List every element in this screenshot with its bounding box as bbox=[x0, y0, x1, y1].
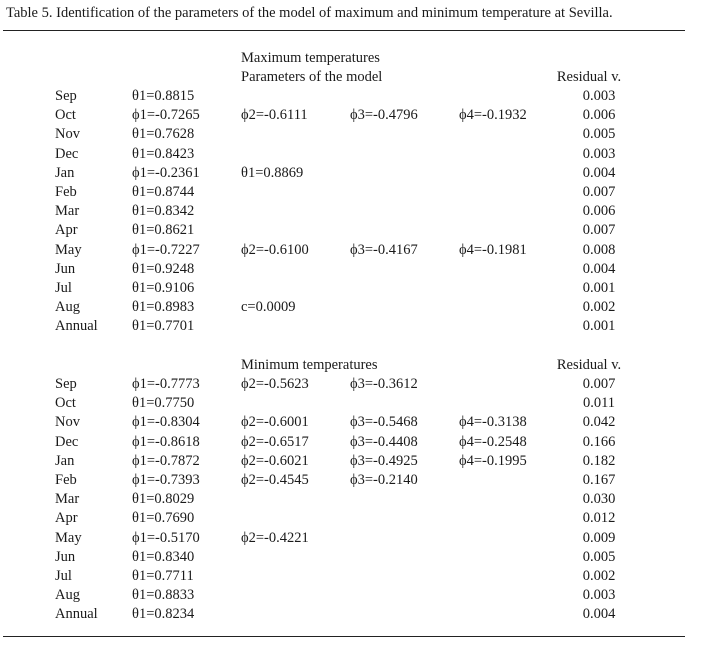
cell-residual: 0.042 bbox=[582, 414, 616, 431]
table-row bbox=[0, 222, 715, 241]
cell-month: May bbox=[55, 529, 82, 546]
cell-p1: θ1=0.9248 bbox=[132, 260, 195, 277]
cell-month: Jul bbox=[55, 280, 72, 296]
cell-residual: 0.011 bbox=[582, 395, 616, 412]
cell-month: Jan bbox=[55, 164, 75, 181]
cell-residual: 0.030 bbox=[582, 491, 616, 508]
cell-p1: θ1=0.8342 bbox=[132, 203, 195, 220]
table-row bbox=[0, 587, 715, 606]
table-row bbox=[0, 568, 715, 587]
table-row bbox=[0, 453, 715, 472]
table-row bbox=[0, 165, 715, 184]
cell-p1: ϕ1=-0.7773 bbox=[132, 376, 200, 392]
cell-p3: ϕ3=-0.4408 bbox=[350, 433, 418, 450]
cell-month: Annual bbox=[55, 318, 98, 335]
cell-p1: θ1=0.8744 bbox=[132, 184, 195, 200]
cell-p1: θ1=0.7690 bbox=[132, 510, 195, 527]
table-row bbox=[0, 261, 715, 280]
cell-p1: θ1=0.8815 bbox=[132, 88, 195, 104]
cell-month: Aug bbox=[55, 587, 80, 604]
cell-p2: ϕ2=-0.5623 bbox=[241, 376, 309, 392]
cell-residual: 0.007 bbox=[582, 376, 616, 392]
cell-month: Jun bbox=[55, 260, 76, 277]
cell-month: Nov bbox=[55, 126, 80, 143]
table-row bbox=[0, 549, 715, 568]
cell-p1: θ1=0.8621 bbox=[132, 222, 195, 239]
cell-month: Annual bbox=[55, 606, 98, 623]
cell-residual: 0.166 bbox=[582, 433, 616, 450]
cell-month: Mar bbox=[55, 491, 80, 508]
cell-p2: ϕ2=-0.6001 bbox=[241, 414, 309, 431]
cell-month: Dec bbox=[55, 433, 79, 450]
table-row bbox=[0, 280, 715, 299]
cell-month: Apr bbox=[55, 222, 78, 239]
table-row bbox=[0, 107, 715, 126]
cell-month: Jul bbox=[55, 568, 72, 584]
cell-p1: θ1=0.7711 bbox=[132, 568, 194, 584]
table-row bbox=[0, 434, 715, 453]
cell-residual: 0.167 bbox=[582, 472, 616, 488]
cell-residual: 0.012 bbox=[582, 510, 616, 527]
cell-p3: ϕ3=-0.4167 bbox=[350, 241, 418, 258]
cell-month: Feb bbox=[55, 472, 77, 488]
cell-month: Aug bbox=[55, 299, 80, 316]
cell-residual: 0.003 bbox=[582, 145, 616, 162]
table-row bbox=[0, 510, 715, 529]
cell-residual: 0.006 bbox=[582, 203, 616, 220]
cell-p3: ϕ3=-0.2140 bbox=[350, 472, 418, 488]
cell-month: Oct bbox=[55, 395, 76, 412]
cell-p4: ϕ4=-0.1932 bbox=[459, 107, 527, 124]
cell-residual: 0.003 bbox=[582, 587, 616, 604]
cell-p2: ϕ2=-0.6517 bbox=[241, 433, 309, 450]
cell-p3: ϕ3=-0.4925 bbox=[350, 452, 418, 469]
cell-p1: θ1=0.8234 bbox=[132, 606, 195, 623]
cell-p1: θ1=0.7750 bbox=[132, 395, 195, 412]
cell-p2: ϕ2=-0.6100 bbox=[241, 241, 309, 258]
cell-residual: 0.007 bbox=[582, 184, 616, 200]
cell-p2: ϕ2=-0.4221 bbox=[241, 529, 309, 546]
table-row bbox=[0, 318, 715, 337]
cell-residual: 0.182 bbox=[582, 452, 616, 469]
cell-residual: 0.002 bbox=[582, 568, 616, 584]
max-residual-header: Residual v. bbox=[556, 69, 622, 85]
table-row bbox=[0, 242, 715, 261]
table-row bbox=[0, 376, 715, 395]
cell-p1: ϕ1=-0.7265 bbox=[132, 107, 200, 124]
table-row bbox=[0, 299, 715, 318]
cell-residual: 0.002 bbox=[582, 299, 616, 316]
cell-residual: 0.009 bbox=[582, 529, 616, 546]
max-section-subtitle: Parameters of the model bbox=[241, 69, 383, 85]
cell-p2: θ1=0.8869 bbox=[241, 164, 304, 181]
table-row bbox=[0, 472, 715, 491]
min-residual-header: Residual v. bbox=[556, 357, 622, 373]
cell-p4: ϕ4=-0.3138 bbox=[459, 414, 527, 431]
cell-month: Apr bbox=[55, 510, 78, 527]
cell-p2: ϕ2=-0.4545 bbox=[241, 472, 309, 488]
cell-month: Feb bbox=[55, 184, 77, 200]
cell-p1: θ1=0.8423 bbox=[132, 145, 195, 162]
cell-p1: ϕ1=-0.8304 bbox=[132, 414, 200, 431]
cell-p4: ϕ4=-0.2548 bbox=[459, 433, 527, 450]
cell-residual: 0.007 bbox=[582, 222, 616, 239]
cell-month: Sep bbox=[55, 88, 77, 104]
cell-p3: ϕ3=-0.3612 bbox=[350, 376, 418, 392]
table-row bbox=[0, 530, 715, 549]
cell-p1: θ1=0.8029 bbox=[132, 491, 195, 508]
table-row bbox=[0, 414, 715, 433]
cell-residual: 0.001 bbox=[582, 318, 616, 335]
cell-residual: 0.006 bbox=[582, 107, 616, 124]
cell-p2: c=0.0009 bbox=[241, 299, 296, 316]
table-caption: Table 5. Identification of the parameters of the model of maximum and minimum temperature at Sevilla. bbox=[6, 5, 613, 21]
cell-p1: θ1=0.9106 bbox=[132, 280, 195, 296]
cell-residual: 0.008 bbox=[582, 241, 616, 258]
cell-p1: ϕ1=-0.5170 bbox=[132, 529, 200, 546]
cell-p1: θ1=0.8340 bbox=[132, 548, 195, 565]
cell-residual: 0.005 bbox=[582, 548, 616, 565]
cell-month: Jun bbox=[55, 548, 76, 565]
cell-p1: θ1=0.7628 bbox=[132, 126, 195, 143]
cell-p1: ϕ1=-0.2361 bbox=[132, 164, 200, 181]
table-row bbox=[0, 491, 715, 510]
cell-p1: θ1=0.8983 bbox=[132, 299, 195, 316]
table-row bbox=[0, 88, 715, 107]
cell-month: Nov bbox=[55, 414, 80, 431]
table-row bbox=[0, 126, 715, 145]
cell-month: Oct bbox=[55, 107, 76, 124]
table-row bbox=[0, 606, 715, 625]
cell-month: May bbox=[55, 241, 82, 258]
cell-p4: ϕ4=-0.1981 bbox=[459, 241, 527, 258]
cell-p1: ϕ1=-0.7872 bbox=[132, 452, 200, 469]
table-row bbox=[0, 203, 715, 222]
cell-month: Dec bbox=[55, 145, 79, 162]
cell-residual: 0.004 bbox=[582, 260, 616, 277]
top-rule bbox=[3, 30, 685, 31]
table-row bbox=[0, 395, 715, 414]
cell-p4: ϕ4=-0.1995 bbox=[459, 452, 527, 469]
cell-residual: 0.001 bbox=[582, 280, 616, 296]
cell-p1: ϕ1=-0.7393 bbox=[132, 472, 200, 488]
cell-month: Sep bbox=[55, 376, 77, 392]
cell-p3: ϕ3=-0.4796 bbox=[350, 107, 418, 124]
cell-residual: 0.004 bbox=[582, 606, 616, 623]
cell-residual: 0.005 bbox=[582, 126, 616, 143]
cell-residual: 0.004 bbox=[582, 164, 616, 181]
cell-month: Jan bbox=[55, 452, 75, 469]
table-row bbox=[0, 184, 715, 203]
max-section-title: Maximum temperatures bbox=[241, 50, 380, 66]
cell-p2: ϕ2=-0.6111 bbox=[241, 107, 308, 124]
cell-p1: θ1=0.8833 bbox=[132, 587, 195, 604]
cell-p1: ϕ1=-0.8618 bbox=[132, 433, 200, 450]
min-section-title: Minimum temperatures bbox=[241, 357, 378, 373]
table-row bbox=[0, 146, 715, 165]
cell-residual: 0.003 bbox=[582, 88, 616, 104]
cell-month: Mar bbox=[55, 203, 80, 220]
cell-p1: ϕ1=-0.7227 bbox=[132, 241, 200, 258]
cell-p3: ϕ3=-0.5468 bbox=[350, 414, 418, 431]
cell-p2: ϕ2=-0.6021 bbox=[241, 452, 309, 469]
cell-p1: θ1=0.7701 bbox=[132, 318, 195, 335]
bottom-rule bbox=[3, 636, 685, 637]
